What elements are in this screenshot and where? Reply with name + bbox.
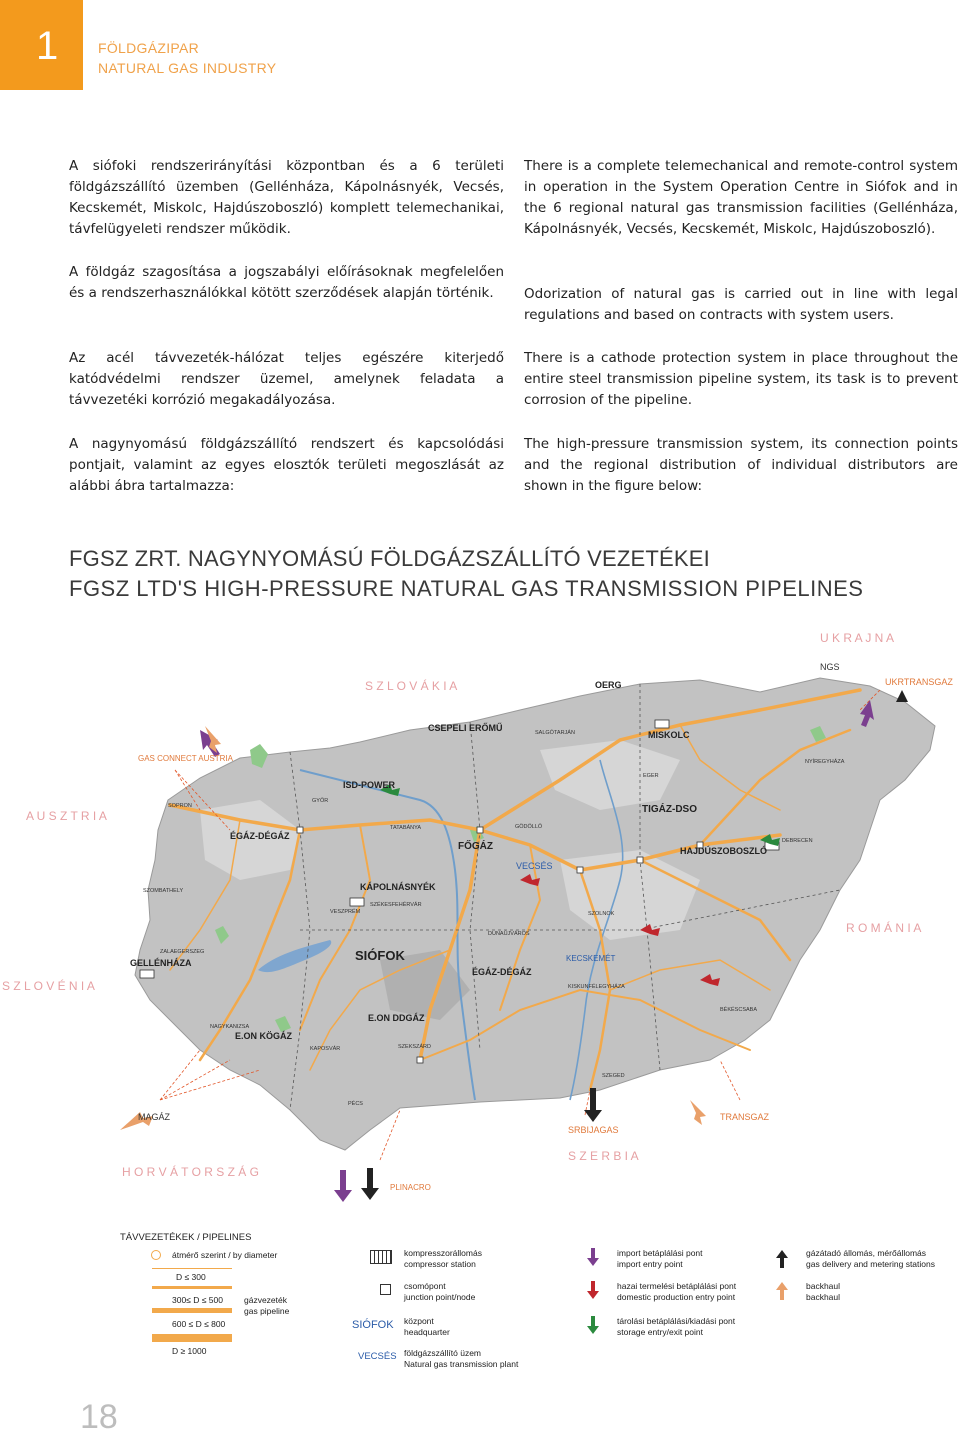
place-label: VESZPRÉM (330, 909, 361, 915)
legend-domestic-hu: hazai termelési betáplálási pont (617, 1281, 737, 1291)
place-label: SOPRON (168, 803, 192, 809)
legend-diameter: átmérő szerint / by diameter (172, 1250, 278, 1260)
legend-d1: D ≤ 300 (176, 1272, 206, 1282)
place-label: SZOLNOK (588, 911, 615, 917)
place-label: DEBRECEN (782, 838, 813, 844)
paragraph-hu-2: A földgáz szagosítása a jogszabályi előírásoknak megfelelően és a rendszerhasználókkal kötött szerződések alapján történik. (69, 264, 504, 301)
partner-srbijagas: SRBIJAGAS (568, 1125, 619, 1135)
map-title-hu: FGSZ ZRT. NAGYNYOMÁSÚ FÖLDGÁZSZÁLLÍTÓ VEZETÉKEI (69, 546, 710, 571)
compressor-icon (370, 1250, 392, 1264)
place-label: KISKUNFÉLEGYHÁZA (568, 984, 625, 990)
place-label: TATABÁNYA (390, 825, 422, 831)
legend-d2: 300≤ D ≤ 500 (172, 1295, 223, 1305)
line-sample-3 (152, 1308, 232, 1313)
paragraph-en-2: Odorization of natural gas is carried out in line with legal regulations and based on contracts with system users. (524, 286, 958, 323)
place-label: SZEKSZÁRD (398, 1044, 432, 1050)
paragraph-en-3: There is a cathode protection system in place throughout the entire steel transmission pipeline system, its task is to prevent corrosion of the pipeline. (524, 350, 958, 408)
legend-plant-sample: VECSÉS (358, 1351, 397, 1362)
legend-import-en: import entry point (617, 1259, 683, 1269)
legend-plant-en: Natural gas transmission plant (404, 1359, 519, 1369)
legend-delivery-en: gas delivery and metering stations (806, 1259, 935, 1269)
chapter-title-hu: FÖLDGÁZIPAR (98, 40, 200, 56)
country-szlovakia: S Z L O V Á K I A (365, 679, 458, 693)
pipeline-map (0, 630, 960, 1210)
facility-siofok: SIÓFOK (355, 948, 405, 963)
place-label: NAGYKANIZSA (210, 1024, 250, 1030)
legend-compressor-hu: kompresszorállomás (404, 1248, 482, 1258)
place-label: SALGÓTARJÁN (535, 730, 575, 736)
legend-domestic-en: domestic production entry point (617, 1292, 736, 1302)
legend-storage-en: storage entry/exit point (617, 1327, 703, 1337)
legend-delivery-hu: gázátadó állomás, mérőállomás (806, 1248, 927, 1258)
legend-d4: D ≥ 1000 (172, 1346, 207, 1356)
legend-d3: 600 ≤ D ≤ 800 (172, 1319, 226, 1329)
partner-gas-connect: GAS CONNECT AUSTRIA (138, 754, 233, 763)
distributor-egaz-degaz: ÉGÁZ-DÉGÁZ (230, 831, 290, 841)
line-sample-2 (152, 1286, 232, 1289)
legend-compressor-en: compressor station (404, 1259, 476, 1269)
paragraph-hu-4: A nagynyomású földgázszállító rendszert és kapcsolódási pontjait, valamint az egyes elosztók területi megoszlását az alábbi ábra tartalmazza: (69, 436, 504, 494)
distributor-eon-ko: E.ON KÖGÁZ (235, 1031, 293, 1041)
page-number: 18 (80, 1398, 118, 1436)
partner-ngs: NGS (820, 662, 840, 672)
legend-pipeline-hu: gázvezeték (244, 1295, 287, 1305)
paragraph-en-4: The high-pressure transmission system, its connection points and the regional distribution of individual distributors are shown in the figure below: (524, 436, 958, 494)
partner-transgaz: TRANSGAZ (720, 1112, 770, 1122)
place-label: DUNAÚJVÁROS (488, 931, 530, 937)
country-ukrajna: U K R A J N A (820, 631, 895, 645)
place-label: PÉCS (348, 1101, 363, 1107)
domestic-arrow-icon (587, 1281, 599, 1299)
line-sample-4 (152, 1334, 232, 1342)
facility-kapolnasnyek: KÁPOLNÁSNYÉK (360, 882, 436, 892)
country-szlovenia: S Z L O V É N I A (2, 979, 95, 993)
distributor-egaz-degaz-2: ÉGÁZ-DÉGÁZ (472, 967, 532, 977)
place-label: GYŐR (312, 798, 329, 804)
legend-import-hu: import betáplálási pont (617, 1248, 703, 1258)
facility-miskolc: MISKOLC (648, 730, 690, 740)
distributor-csepeli: CSEPELI ERŐMŰ (428, 723, 503, 733)
chapter-title-en: NATURAL GAS INDUSTRY (98, 60, 277, 76)
storage-arrow-icon (587, 1316, 599, 1334)
facility-gellenhaza: GELLÉNHÁZA (130, 958, 192, 968)
legend-junction-hu: csomópont (404, 1281, 446, 1291)
place-label: BÉKÉSCSABA (720, 1007, 757, 1013)
distributor-isd: ISD-POWER (343, 780, 396, 790)
country-romania: R O M Á N I A (846, 921, 922, 935)
distributor-eon-dd: E.ON DDGÁZ (368, 1013, 425, 1023)
paragraph-en-1: There is a complete telemechanical and remote-control system in operation in the System Operation Centre in Siófok and in the 6 regional natural gas transmission facilities (Gellénháza, Kápolnásnyék, Vecsés, Kecskemét, Miskolc, Hajdúszoboszló). (524, 158, 958, 237)
place-label: GÖDÖLLŐ (515, 824, 543, 830)
legend-backhaul-en: backhaul (806, 1292, 841, 1302)
map-title-en: FGSZ LTD'S HIGH-PRESSURE NATURAL GAS TRANSMISSION PIPELINES (69, 576, 864, 601)
legend-junction-en: junction point/node (404, 1292, 476, 1302)
partner-plinacro: PLINACRO (390, 1183, 431, 1192)
delivery-arrow-icon (776, 1250, 788, 1268)
legend-hq-sample: SIÓFOK (352, 1319, 394, 1331)
facility-vecses: VECSÉS (516, 861, 553, 871)
place-label: KAPOSVÁR (310, 1046, 341, 1052)
distributor-oerg: OERG (595, 680, 622, 690)
place-label: SZÉKESFEHÉRVÁR (370, 902, 422, 908)
partner-magaz: MAGÁZ (138, 1112, 171, 1122)
junction-icon (380, 1284, 391, 1295)
country-ausztria: A U S Z T R I A (26, 809, 107, 823)
legend-pipeline-en: gas pipeline (244, 1306, 290, 1316)
place-label: ZALAEGERSZEG (160, 949, 205, 955)
place-label: EGER (643, 773, 659, 779)
facility-hajduszoboszlo: HAJDÚSZOBOSZLÓ (680, 846, 768, 856)
place-label: SZOMBATHELY (143, 888, 184, 894)
facility-kecskemet: KECSKEMÉT (566, 954, 616, 963)
legend-plant-hu: földgázszállító üzem (404, 1348, 482, 1358)
paragraph-hu-3: Az acél távvezeték-hálózat teljes egészére kiterjedő katódvédelmi rendszer üzemel, amelynek feladata a távvezetéki korrózió megakadályozása. (69, 350, 504, 408)
distributor-fogaz: FŐGÁZ (458, 841, 493, 852)
country-horvatorszag: H O R V Á T O R S Z Á G (122, 1165, 259, 1179)
import-arrow-icon (587, 1248, 599, 1266)
paragraph-hu-1: A siófoki rendszerirányítási központban és a 6 területi földgázszállító üzemben (Gellénháza, Kápolnásnyék, Vecsés, Kecskemét, Miskolc, Hajdúszoboszló) komplett telemechanikai, távfelügyeleti rendszer működik. (69, 158, 504, 237)
distributor-tigaz: TIGÁZ-DSO (642, 804, 697, 815)
place-label: NYÍREGYHÁZA (805, 759, 845, 765)
place-label: SZEGED (602, 1073, 625, 1079)
country-szerbia: S Z E R B I A (568, 1149, 639, 1163)
backhaul-arrow-icon (776, 1282, 788, 1300)
legend-backhaul-hu: backhaul (806, 1281, 841, 1291)
chapter-number: 1 (36, 24, 59, 68)
line-sample-1 (152, 1268, 232, 1269)
legend-pipelines-title: TÁVVEZETÉKEK / PIPELINES (120, 1232, 252, 1243)
legend-hq-en: headquarter (404, 1327, 450, 1337)
legend-storage-hu: tárolási betáplálási/kiadási pont (617, 1316, 736, 1326)
chapter-number-box (0, 0, 83, 90)
partner-ukrtransgaz: UKRTRANSGAZ (885, 677, 953, 687)
legend-hq-hu: központ (404, 1316, 434, 1326)
diameter-icon (151, 1250, 161, 1260)
